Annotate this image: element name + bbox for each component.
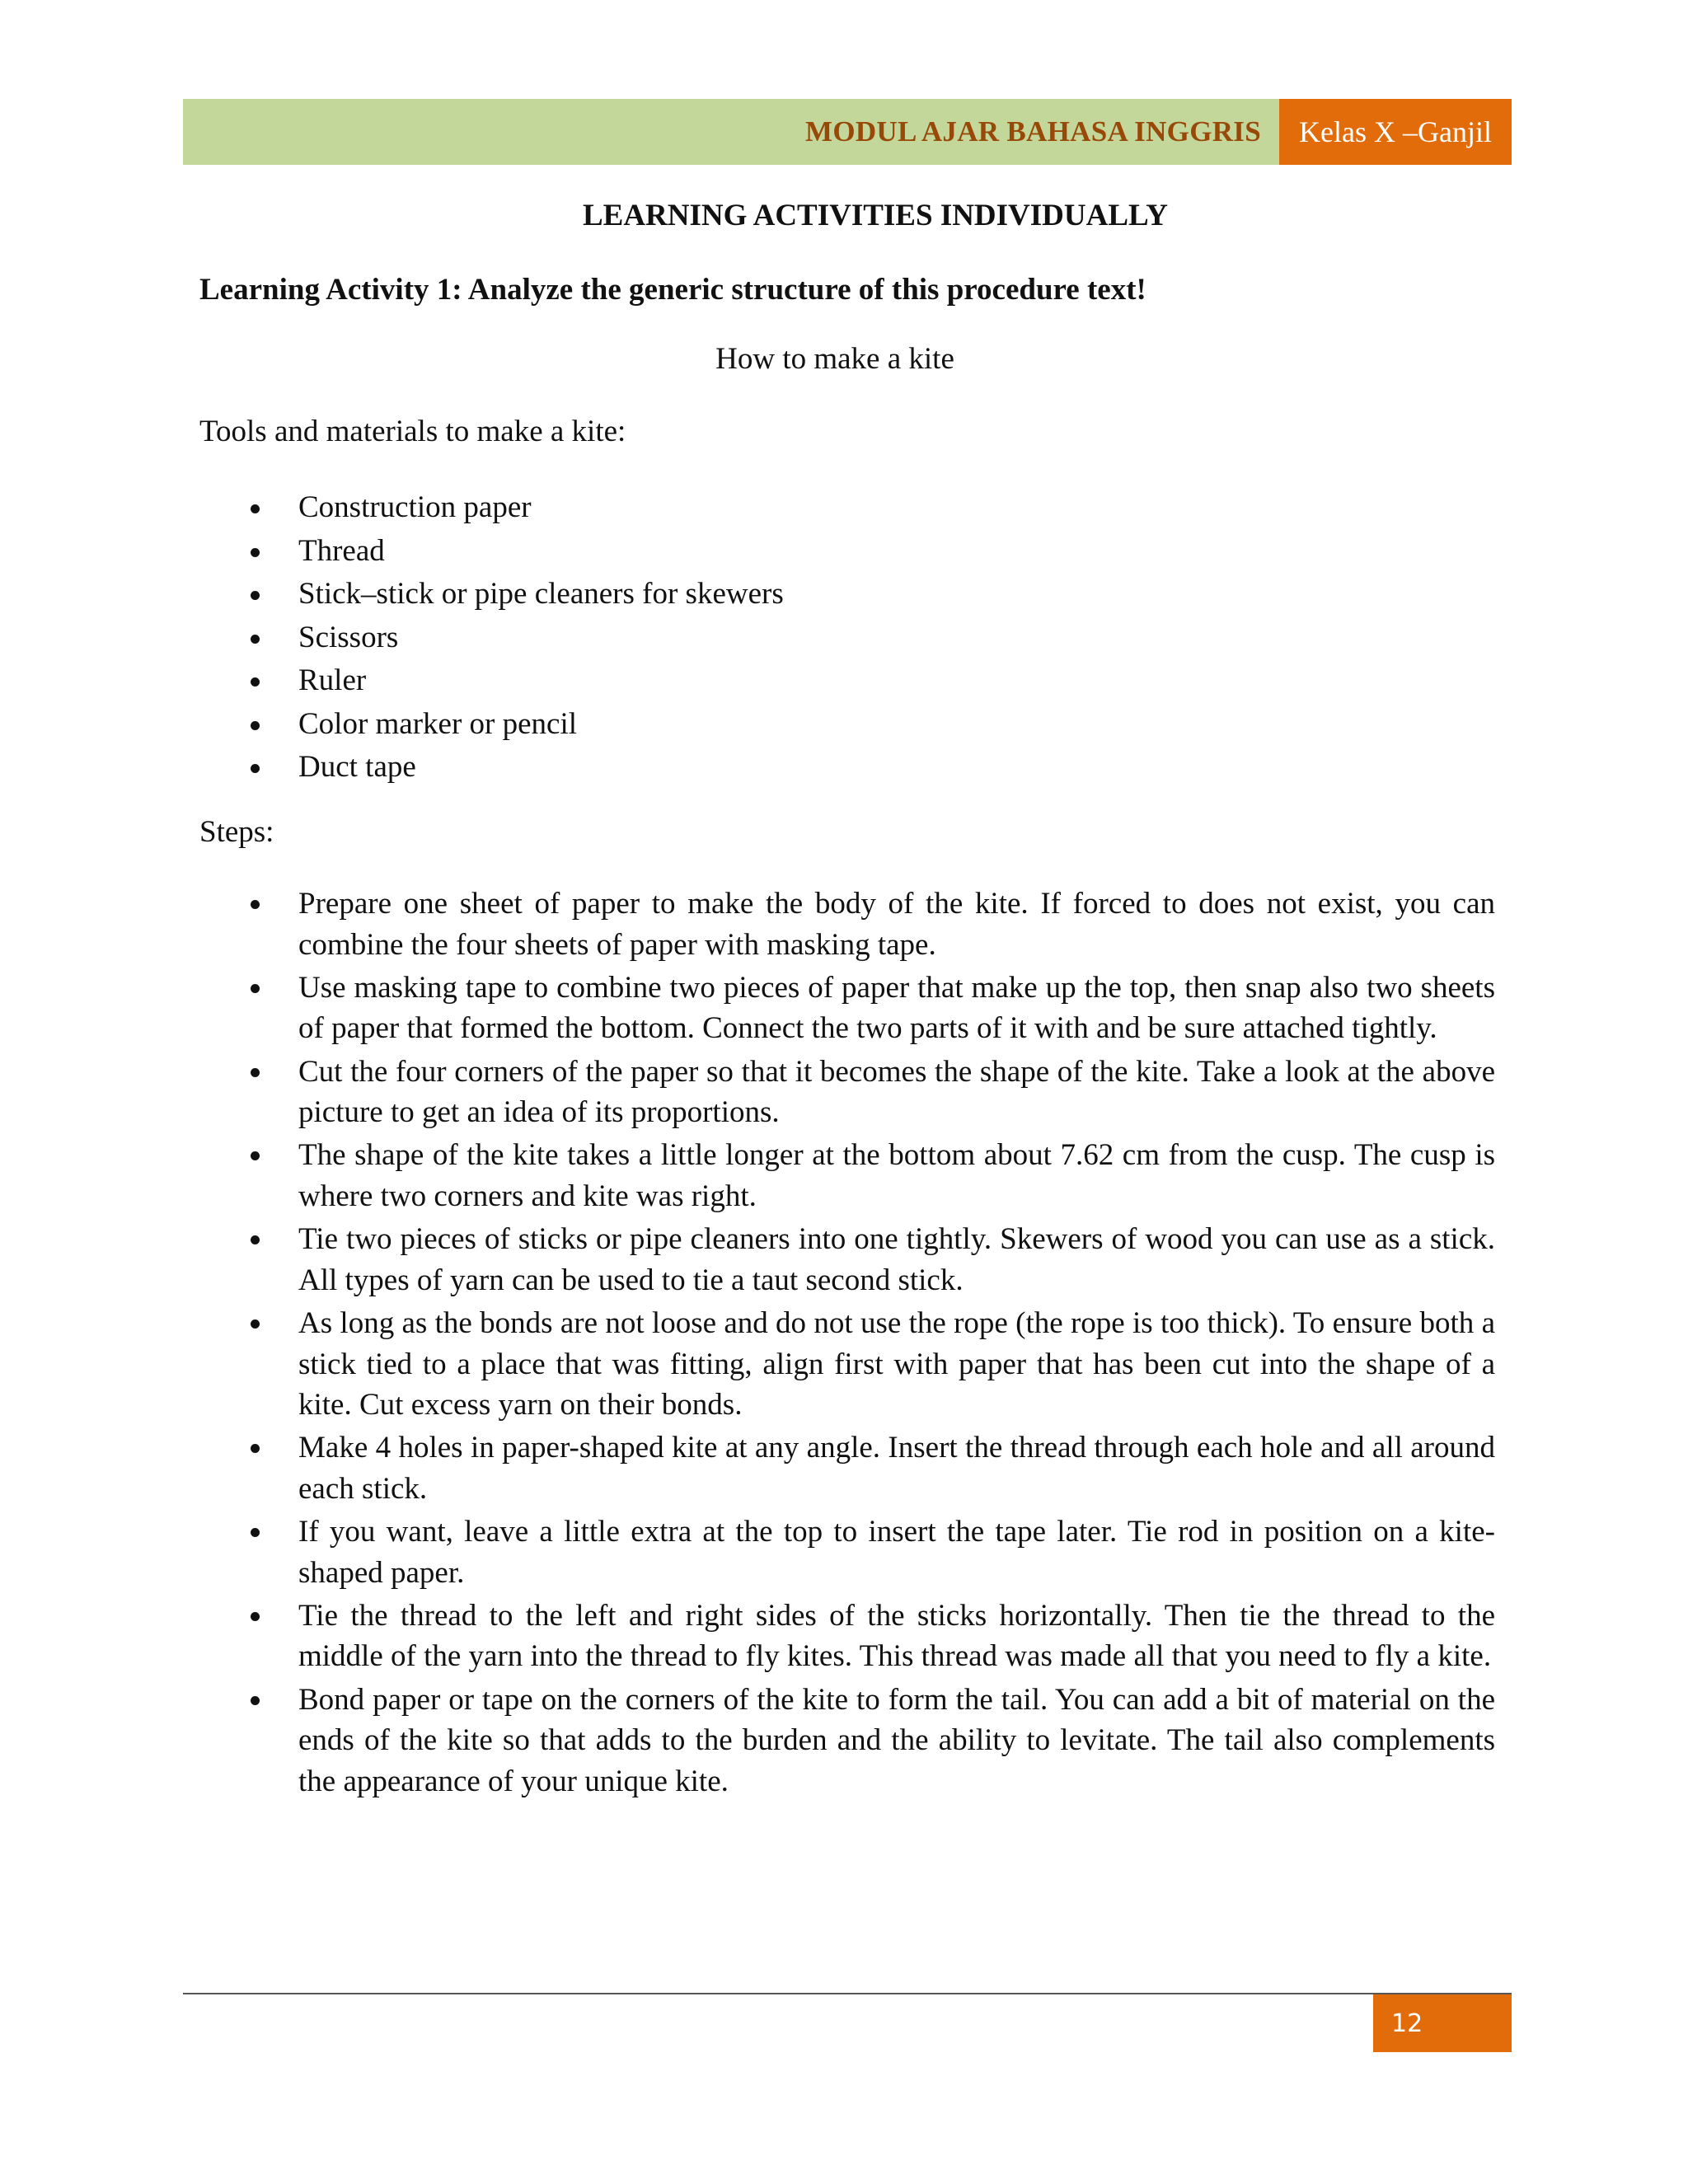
step-text: Tie the thread to the left and right sides of the sticks horizontally. Then tie the thread to the middle of the yarn into the thread to fly kites. This thread was made all that you need to fly a kite. bbox=[298, 1598, 1495, 1674]
step-text: The shape of the kite takes a little longer at the bottom about 7.62 cm from the cusp. The cusp is where two corners and kite was right. bbox=[298, 1138, 1495, 1213]
bullet-icon bbox=[251, 984, 260, 993]
bullet-icon bbox=[251, 1319, 260, 1329]
bullet-icon bbox=[251, 677, 260, 687]
list-item bbox=[199, 530, 784, 574]
list-item bbox=[199, 659, 784, 703]
tools-intro: Tools and materials to make a kite: bbox=[199, 415, 626, 448]
list-item bbox=[199, 1596, 1495, 1677]
list-item bbox=[199, 1052, 1495, 1133]
class-label: Kelas X –Ganjil bbox=[1279, 99, 1512, 165]
list-item bbox=[199, 1427, 1495, 1509]
tool-item-text: Duct tape bbox=[298, 750, 416, 784]
list-item bbox=[199, 1219, 1495, 1301]
tool-item-text: Color marker or pencil bbox=[298, 706, 578, 741]
bullet-icon bbox=[251, 591, 260, 600]
list-item bbox=[199, 1511, 1495, 1593]
bullet-icon bbox=[251, 1444, 260, 1453]
step-text: Make 4 holes in paper-shaped kite at any angle. Insert the thread through each hole and all around each stick. bbox=[298, 1431, 1495, 1506]
list-item bbox=[199, 746, 784, 790]
tool-item-text: Thread bbox=[298, 533, 385, 568]
bullet-icon bbox=[251, 764, 260, 773]
list-item bbox=[199, 703, 784, 747]
list-item bbox=[199, 1680, 1495, 1802]
bullet-icon bbox=[251, 1235, 260, 1244]
text-title: How to make a kite bbox=[715, 342, 954, 376]
step-text: Tie two pieces of sticks or pipe cleaners into one tightly. Skewers of wood you can use as a stick. All types of yarn can be used to tie a taut second stick. bbox=[298, 1222, 1495, 1297]
page-number: 12 bbox=[1373, 1994, 1512, 2052]
list-item bbox=[199, 616, 784, 660]
page-header bbox=[183, 99, 1512, 165]
bullet-icon bbox=[251, 1612, 260, 1621]
bullet-icon bbox=[251, 1528, 260, 1537]
bullet-icon bbox=[251, 1151, 260, 1160]
step-text: Cut the four corners of the paper so that it becomes the shape of the kite. Take a look at the above picture to get an idea of its proportions. bbox=[298, 1054, 1495, 1130]
tools-list bbox=[199, 486, 784, 790]
bullet-icon bbox=[251, 1696, 260, 1705]
tool-item-text: Ruler bbox=[298, 663, 367, 697]
step-text: As long as the bonds are not loose and do not use the rope (the rope is too thick). To ensure both a stick tied to a place that was fitting, align first with paper that has been cut into the shape of a kite. Cut excess yarn on their bonds. bbox=[298, 1305, 1495, 1422]
tool-item-text: Scissors bbox=[298, 620, 399, 654]
list-item bbox=[199, 486, 784, 530]
step-text: Prepare one sheet of paper to make the body of the kite. If forced to does not exist, you can combine the four sheets of paper with masking tape. bbox=[298, 887, 1495, 962]
bullet-icon bbox=[251, 1068, 260, 1077]
bullet-icon bbox=[251, 900, 260, 909]
bullet-icon bbox=[251, 721, 260, 730]
tool-item-text: Construction paper bbox=[298, 490, 532, 524]
footer-divider bbox=[183, 1993, 1512, 1994]
step-text: Bond paper or tape on the corners of the kite to form the tail. You can add a bit of material on the ends of the kite so that adds to the burden and the ability to levitate. The tail also complements the appearance of your unique kite. bbox=[298, 1682, 1495, 1798]
list-item bbox=[199, 573, 784, 616]
bullet-icon bbox=[251, 504, 260, 513]
bullet-icon bbox=[251, 635, 260, 644]
list-item bbox=[199, 1135, 1495, 1216]
list-item bbox=[199, 1303, 1495, 1426]
tool-item-text: Stick–stick or pipe cleaners for skewers bbox=[298, 577, 784, 611]
steps-list bbox=[199, 883, 1495, 1804]
step-text: Use masking tape to combine two pieces of paper that make up the top, then snap also two sheets of paper that formed the bottom. Connect the two parts of it with and be sure attached tightly. bbox=[298, 970, 1495, 1046]
list-item bbox=[199, 968, 1495, 1049]
section-title: LEARNING ACTIVITIES INDIVIDUALLY bbox=[582, 199, 1169, 232]
steps-label: Steps: bbox=[199, 815, 274, 849]
activity-title: Learning Activity 1: Analyze the generic structure of this procedure text! bbox=[199, 273, 1146, 307]
module-title: MODUL AJAR BAHASA INGGRIS bbox=[183, 99, 1279, 165]
list-item bbox=[199, 883, 1495, 965]
step-text: If you want, leave a little extra at the top to insert the tape later. Tie rod in position on a kite-shaped paper. bbox=[298, 1515, 1495, 1590]
bullet-icon bbox=[251, 548, 260, 557]
